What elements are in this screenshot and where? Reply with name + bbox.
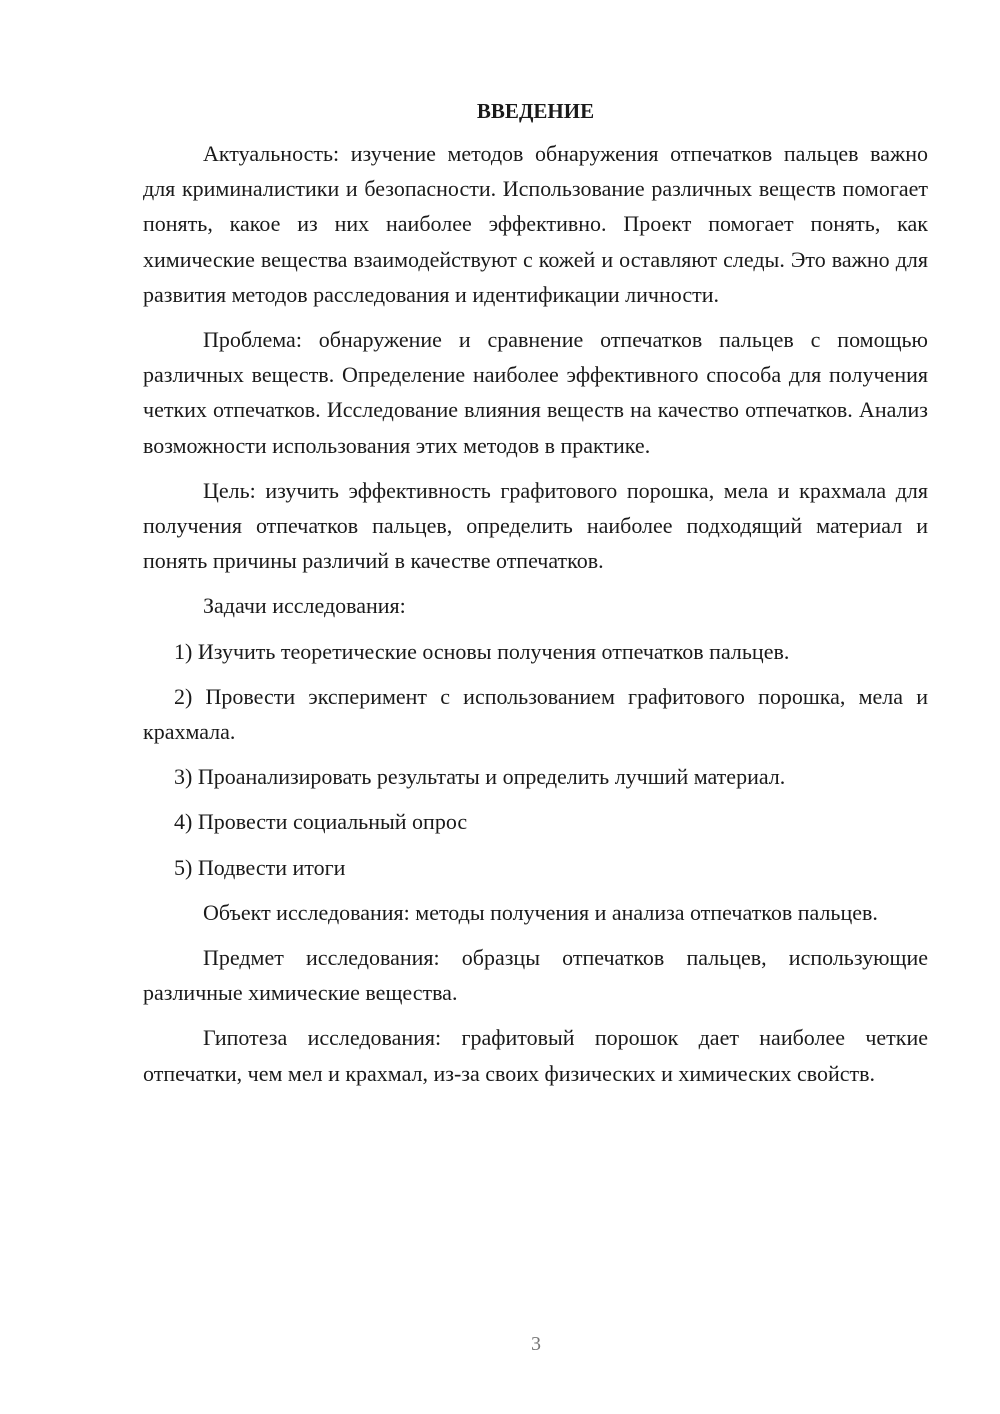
task-item-5: 5) Подвести итоги	[174, 854, 346, 880]
problem-paragraph: Проблема: обнаружение и сравнение отпечатков пальцев с помощью различных веществ. Определение наиболее эффективного способа для получения четких отпечатков. Исследование влияния веществ на качество отпечатков. Анализ возможности использования этих методов в практике.	[143, 327, 928, 458]
page-content	[143, 96, 928, 1101]
task-item-2: 2) Провести эксперимент с использованием графитового порошка, мела и крахмала.	[143, 683, 928, 745]
relevance-paragraph: Актуальность: изучение методов обнаружения отпечатков пальцев важно для криминалистики и безопасности. Использование различных веществ помогает понять, какое из них наиболее эффективно. Проект помогает понять, как химические вещества взаимодействуют с кожей и оставляют следы. Это важно для развития методов расследования и идентификации личности.	[143, 141, 928, 307]
page-number: 3	[531, 1333, 541, 1355]
task-item-4: 4) Провести социальный опрос	[174, 809, 468, 835]
section-title: ВВЕДЕНИЕ	[476, 99, 595, 123]
tasks-heading: Задачи исследования:	[203, 593, 406, 619]
task-item-1: 1) Изучить теоретические основы получения отпечатков пальцев.	[174, 638, 790, 664]
goal-paragraph: Цель: изучить эффективность графитового порошка, мела и крахмала для получения отпечатков пальцев, определить наиболее подходящий материал и понять причины различий в качестве отпечатков.	[143, 477, 928, 574]
object-paragraph: Объект исследования: методы получения и анализа отпечатков пальцев.	[203, 899, 878, 925]
subject-paragraph: Предмет исследования: образцы отпечатков пальцев, использующие различные химические вещества.	[143, 945, 928, 1006]
task-item-3: 3) Проанализировать результаты и определить лучший материал.	[174, 764, 786, 790]
hypothesis-paragraph: Гипотеза исследования: графитовый порошок дает наиболее четкие отпечатки, чем мел и крахмал, из-за своих физических и химических свойств.	[143, 1025, 928, 1086]
